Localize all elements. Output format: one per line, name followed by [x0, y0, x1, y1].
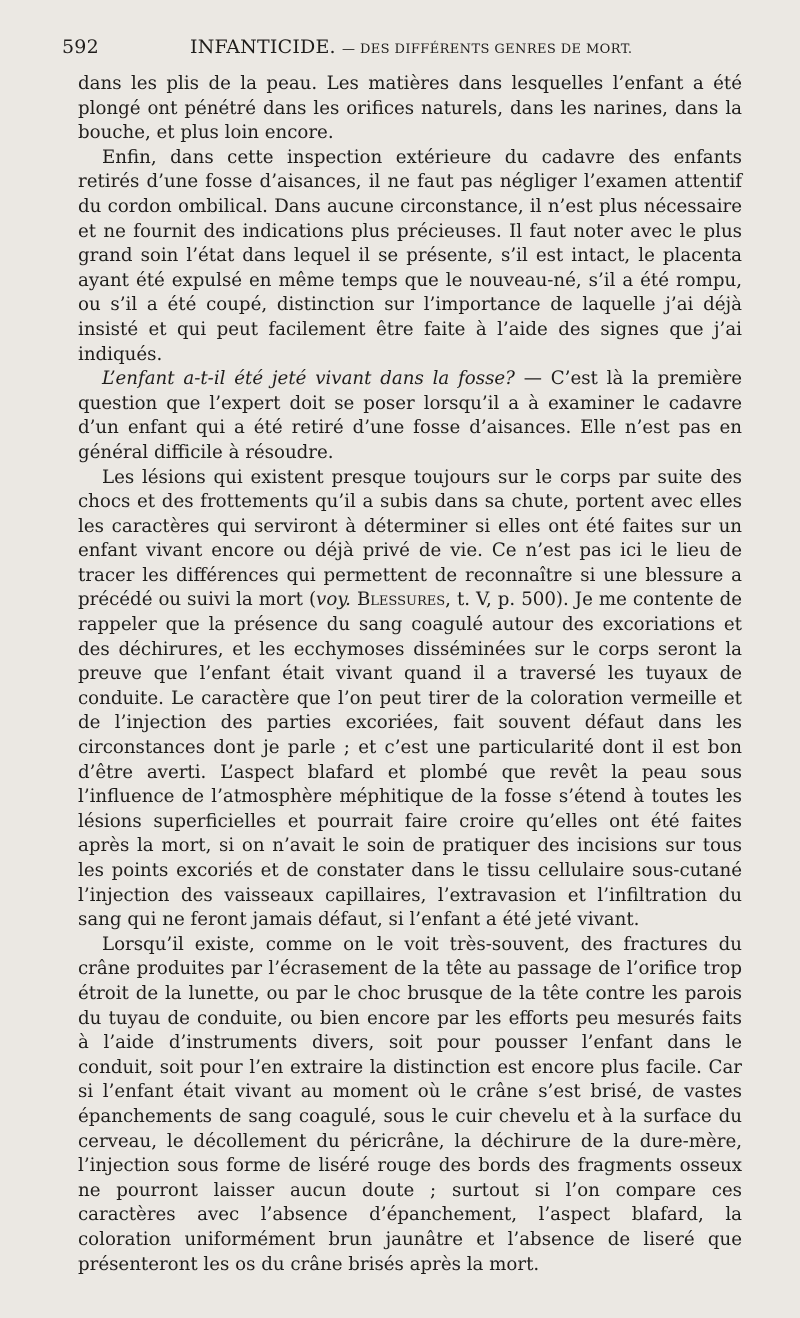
- paragraph-5: Lorsqu’il existe, comme on le voit très-souvent, des fractures du crâne produites par l’écrasement de la tête au passage de l’orifice trop étroit de la lunette, ou par le choc brusque de la tête contre les parois du tuyau de conduite, ou bien encore par les efforts peu mesurés faits à l’aide d’instruments divers, soit pour pousser l’enfant dans le conduit, soit pour l’en extraire la distinction est encore plus facile. Car si l’enfant était vivant au moment où le crâne s’est brisé, de vastes épanchements de sang coagulé, sous le cuir chevelu et à la surface du cerveau, le décollement du péricrâne, la déchirure de la dure-mère, l’injection sous forme de liséré rouge des bords des fragments osseux ne pourront laisser aucun doute ; surtout si l’on compare ces caractères avec l’absence d’épanchement, l’aspect blafard, la coloration uniformément brun jaunâtre et l’absence de liseré que présenteront les os du crâne brisés après la mort.: [78, 933, 742, 1275]
- cross-reference: Blessures: [356, 589, 446, 611]
- paragraph-2: Enfin, dans cette inspection extérieure du cadavre des enfants retirés d’une fosse d’aisances, il ne faut pas négliger l’examen attentif du cordon ombilical. Dans aucune circonstance, il n’est plus nécessaire et ne fournit des indications plus précieuses. Il faut noter avec le plus grand soin l’état dans lequel il se présente, s’il est intact, le placenta ayant été expulsé en même temps que le nouveau-né, s’il a été rompu, ou s’il a été coupé, distinction sur l’importance de laquelle j’ai déjà insisté et qui peut facilement être faite à l’aide des signes que j’ai indiqués.: [78, 146, 742, 365]
- page-number: 592: [62, 36, 99, 58]
- voy-abbrev: voy.: [316, 589, 351, 611]
- paragraph-1: dans les plis de la peau. Les matières dans lesquelles l’enfant a été plongé ont pénétré dans les orifices naturels, dans les narines, dans la bouche, et plus loin encore.: [78, 73, 742, 144]
- paragraph-3-text: — C’est là la première question que l’expert doit se poser lorsqu’il a à examiner le cadavre d’un enfant qui a été retiré d’une fosse d’aisances. Elle n’est pas en général difficile à résoudre.: [78, 368, 742, 463]
- running-title-sub: — DES DIFFÉRENTS GENRES DE MORT.: [342, 42, 633, 57]
- running-title-main: INFANTICIDE.: [190, 36, 336, 58]
- running-title: [190, 36, 632, 58]
- paragraph-3: [78, 367, 742, 465]
- section-question: L’enfant a-t-il été jeté vivant dans la fosse?: [102, 368, 515, 390]
- paragraph-4-part-b: , t. V, p. 500). Je me contente de rappeler que la présence du sang coagulé autour des excoriations et des déchirures, et les ecchymoses disséminées sur le corps seront la preuve que l’enfant était vivant quand il a traversé les tuyaux de conduite. Le caractère que l’on peut tirer de la coloration vermeille et de l’injection des parties excoriées, fait souvent défaut dans les circonstances dont je parle ; et c’est une particularité dont il est bon d’être averti. L’aspect blafard et plombé que revêt la peau sous l’influence de l’atmosphère méphitique de la fosse s’étend à toutes les lésions superficielles et pourrait faire croire qu’elles ont été faites après la mort, si on n’avait le soin de pratiquer des incisions sur tous les points excoriés et de constater dans le tissu cellulaire sous-cutané l’injection des vaisseaux capillaires, l’extravasion et l’infiltration du sang qui ne feront jamais défaut, si l’enfant a été jeté vivant.: [78, 589, 742, 931]
- body-text: [78, 72, 742, 1277]
- paragraph-4-part-a: Les lésions qui existent presque toujours sur le corps par suite des chocs et des frottements qu’il a subis dans sa chute, portent avec elles les caractères qui serviront à déterminer si elles ont été faites sur un enfant vivant encore ou déjà privé de vie. Ce n’est pas ici le lieu de tracer les différences qui permettent de reconnaître si une blessure a précédé ou suivi la mort (: [78, 466, 742, 611]
- paragraph-4: [78, 466, 742, 933]
